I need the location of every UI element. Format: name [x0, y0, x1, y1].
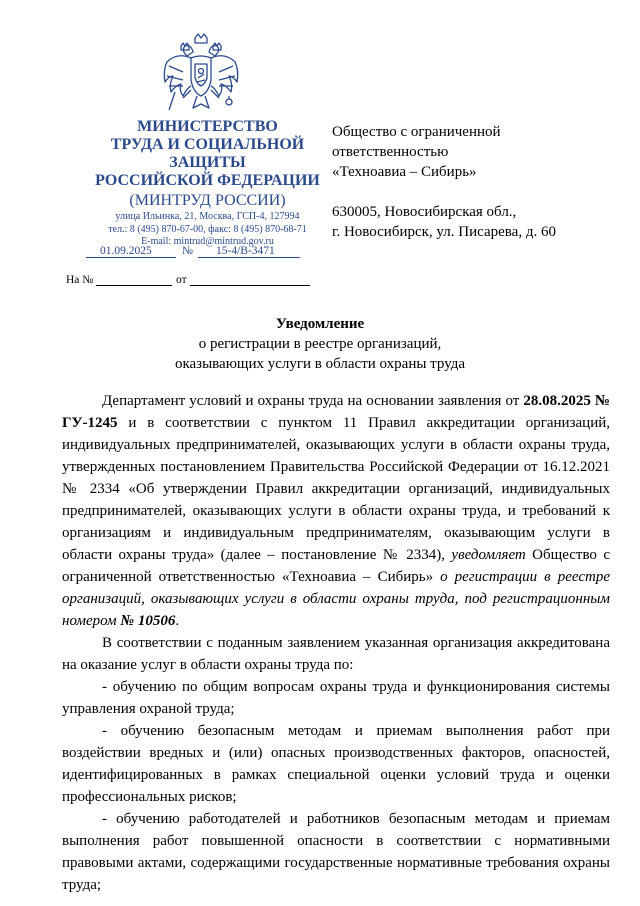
ministry-email: E-mail: mintrud@mintrud.gov.ru — [141, 236, 274, 247]
outgoing-reference — [86, 244, 300, 258]
outgoing-date: 01.09.2025 — [100, 245, 152, 257]
ministry-name-line-4: РОССИЙСКОЙ ФЕДЕРАЦИИ — [95, 172, 320, 189]
title-heading: Уведомление — [275, 316, 365, 332]
p1-text-1: Департамент условий и охраны труда на основании заявления от — [102, 393, 524, 409]
p1-text-3: Общество с ограниченной ответственностью «Техноавиа – Сибирь» — [62, 547, 610, 585]
registration-number: № 10506 — [120, 613, 176, 629]
addressee-address-line-1: 630005, Новосибирская обл., — [332, 204, 517, 220]
title-subtitle-2: оказывающих услуги в области охраны труда — [174, 356, 466, 372]
ministry-short-name: (МИНТРУД РОССИИ) — [129, 192, 286, 209]
addressee-line-2: ответственностью — [332, 144, 449, 160]
p1-italic-notifies: уведомляет — [451, 547, 526, 563]
title-subtitle-1: о регистрации в реестре организаций, — [198, 336, 442, 352]
reply-to-date-blank — [190, 285, 310, 286]
reply-to-label: На № — [66, 274, 94, 286]
body-paragraph-2: В соответствии с поданным заявлением указанная организация аккредитована на оказание услуг в области охраны труда по: — [62, 635, 610, 673]
number-sign: № — [182, 245, 193, 257]
addressee-line-1: Общество с ограниченной — [332, 124, 501, 140]
p1-text-4: . — [175, 613, 180, 629]
ministry-name-line-3: ЗАЩИТЫ — [169, 154, 246, 171]
addressee-address-line-2: г. Новосибирск, ул. Писарева, д. 60 — [332, 224, 556, 240]
body-paragraph-1 — [62, 390, 610, 632]
p1-italic-registration: о регистрации в реестре организаций, оказывающих услуги в области охраны труда, под регистрационным номером — [62, 569, 610, 629]
service-item-1: - обучению по общим вопросам охраны труда и функционирования системы управления охраной труда; — [62, 679, 610, 717]
russian-coat-of-arms-icon — [157, 32, 245, 118]
ministry-address: улица Ильинка, 21, Москва, ГСП-4, 127994 — [115, 211, 300, 222]
addressee-block — [332, 122, 622, 242]
letter-body — [62, 390, 610, 896]
ministry-header — [95, 118, 320, 248]
ministry-name-line-1: МИНИСТЕРСТВО — [137, 118, 278, 135]
service-item-3: - обучению работодателей и работников безопасным методам и приемам выполнения работ повышенной опасности в соответствии с нормативными правовыми актами, содержащими государственные нормативные требования охраны труда; — [62, 811, 610, 893]
reply-to-from-label: от — [176, 274, 187, 286]
service-item-2: - обучению безопасным методам и приемам выполнения работ при воздействии вредных и (или) опасных производственных факторов, опасностей, идентифицированных в рамках специальной оценки условий труда и оценки профессиональных рисков; — [62, 723, 610, 805]
reply-to-number-blank — [96, 285, 172, 286]
ministry-name-line-2: ТРУДА И СОЦИАЛЬНОЙ — [110, 136, 305, 153]
application-reference: 28.08.2025 № ГУ-1245 — [62, 393, 610, 431]
p1-text-2: и в соответствии с пунктом 11 Правил аккредитации организаций, индивидуальных предпринимателей, оказывающих услуги в области охраны труда, утвержденных постановлением Правительства Российской Федерации от 16.12.2021 № 2334 «Об утверждении Правил аккредитации организаций, индивидуальных предпринимателей, оказывающих услуги в области охраны труда, и требований к организациям и индивидуальным предпринимателям, оказывающим услуги в области охраны труда» (далее – постановление № 2334), — [62, 415, 610, 563]
addressee-line-3: «Техноавиа – Сибирь» — [332, 164, 477, 180]
document-title — [0, 314, 640, 374]
ministry-phone-fax: тел.: 8 (495) 870-67-00, факс: 8 (495) 870-68-71 — [108, 223, 307, 235]
reply-to-reference — [66, 273, 310, 287]
outgoing-number: 15-4/В-3471 — [216, 245, 275, 257]
